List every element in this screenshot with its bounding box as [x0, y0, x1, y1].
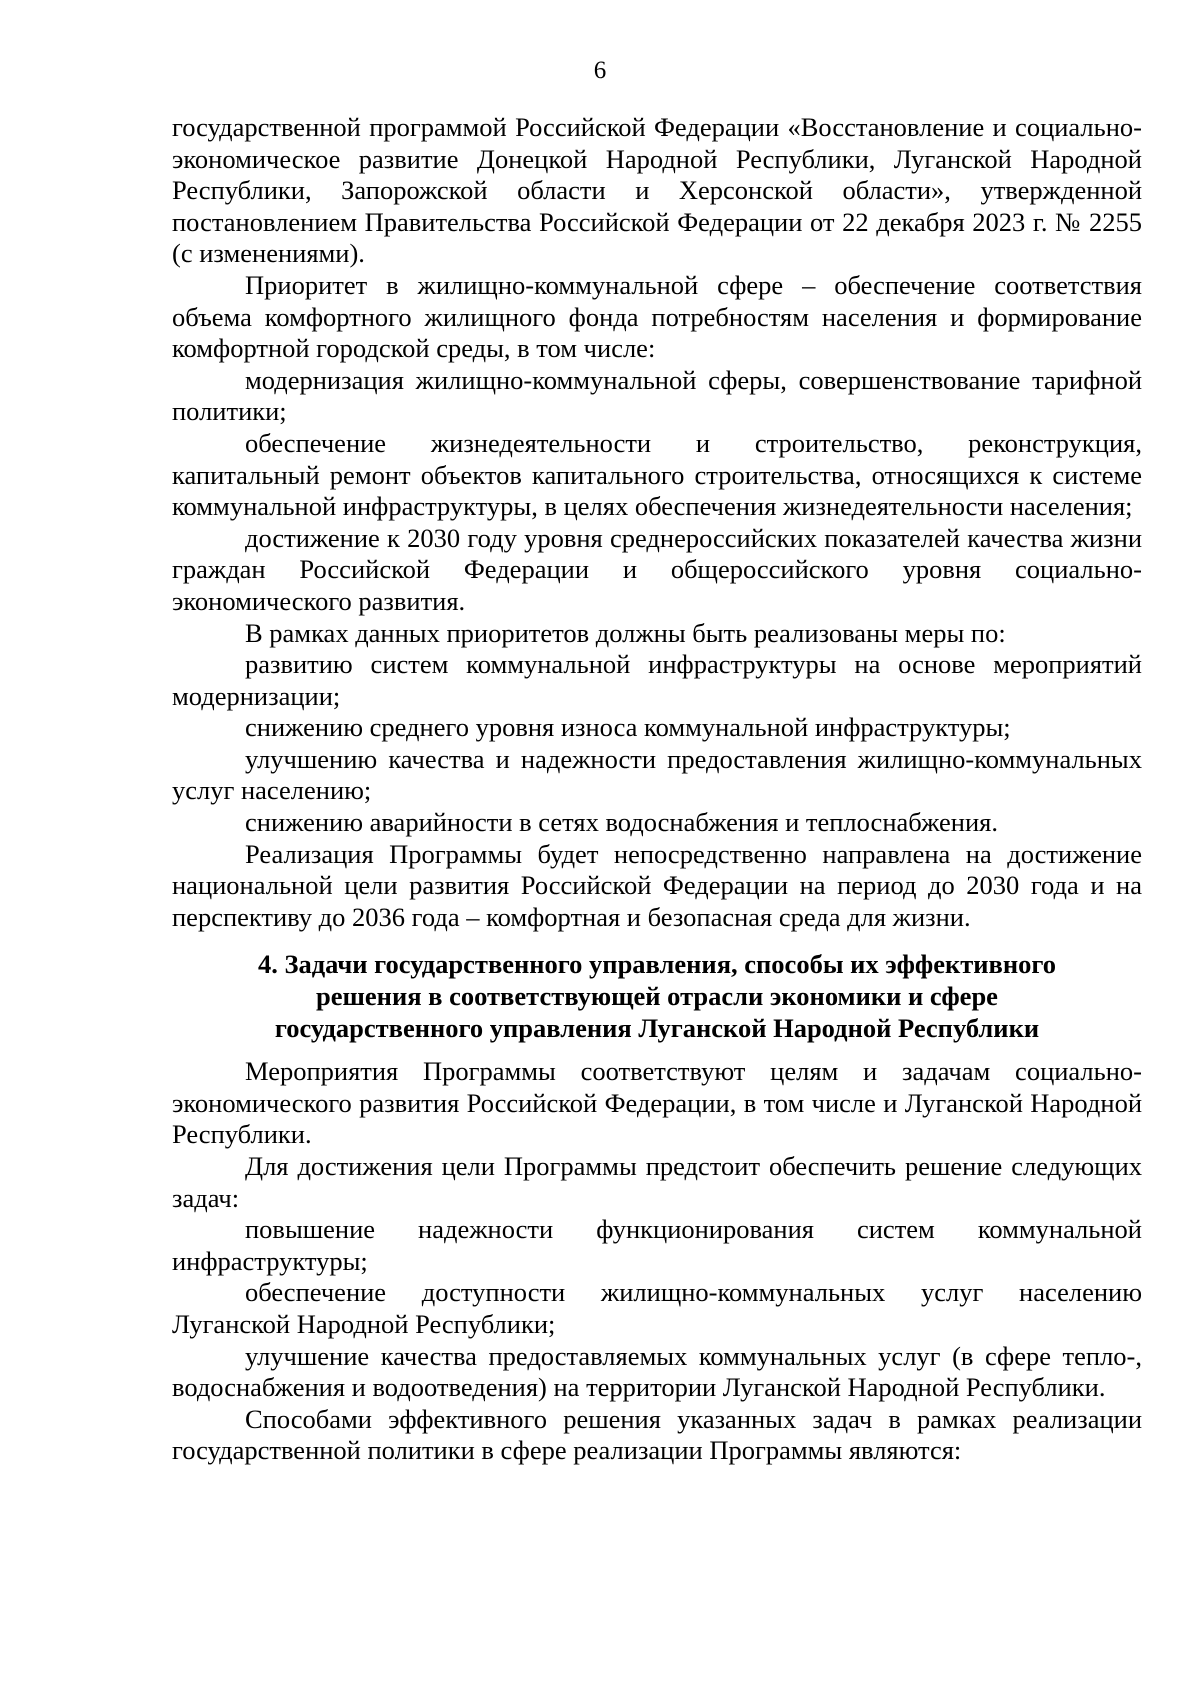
- list-item-service-quality: улучшению качества и надежности предоставления жилищно-коммунальных услуг населению;: [172, 743, 1142, 806]
- page-number: 6: [593, 57, 607, 84]
- section-heading-line: государственного управления Луганской Народной Республики: [274, 1012, 1040, 1043]
- list-item-modernization: модернизация жилищно-коммунальной сферы, совершенствование тарифной политики;: [172, 364, 1142, 427]
- paragraph-program-reference: государственной программой Российской Федерации «Восстановление и социально-экономическое развитие Донецкой Народной Республики, Луганской Народной Республики, Запорожской области и Херсонской области», утвержденной постановлением Правительства Российской Федерации от 22 декабря 2023 г. № 2255 (с изменениями).: [172, 112, 1142, 269]
- list-item-accessibility: обеспечение доступности жилищно-коммунальных услуг населению Луганской Народной Республики;: [172, 1277, 1142, 1339]
- paragraph-methods-intro: Способами эффективного решения указанных задач в рамках реализации государственной политики в сфере реализации Программы являются:: [172, 1403, 1142, 1466]
- list-item-accident-reduction: снижению аварийности в сетях водоснабжения и теплоснабжения.: [245, 807, 998, 838]
- paragraph-measures-intro: В рамках данных приоритетов должны быть реализованы меры по:: [245, 617, 1006, 648]
- paragraph-program-goals: Мероприятия Программы соответствуют целям и задачам социально-экономического развития Российской Федерации, в том числе и Луганской Народной Республики.: [172, 1056, 1142, 1150]
- list-item-2030-goal: достижение к 2030 году уровня среднероссийских показателей качества жизни граждан Российской Федерации и общероссийского уровня социально-экономического развития.: [172, 522, 1142, 616]
- section-heading-line: решения в соответствующей отрасли экономики и сфере: [316, 981, 998, 1012]
- paragraph-national-goal: Реализация Программы будет непосредственно направлена на достижение национальной цели развития Российской Федерации на период до 2030 года и на перспективу до 2036 года – комфортная и безопасная среда для жизни.: [172, 838, 1142, 932]
- section-heading: [172, 949, 1142, 1044]
- paragraph-tasks-intro: Для достижения цели Программы предстоит обеспечить решение следующих задач:: [172, 1151, 1142, 1213]
- paragraph-housing-priority: Приоритет в жилищно-коммунальной сфере – обеспечение соответствия объема комфортного жилищного фонда потребностям населения и формирование комфортной городской среды, в том числе:: [172, 269, 1142, 364]
- list-item-reliability: повышение надежности функционирования систем коммунальной инфраструктуры;: [172, 1214, 1142, 1276]
- document-body: [172, 112, 1142, 1467]
- list-item-wear-reduction: снижению среднего уровня износа коммунальной инфраструктуры;: [245, 712, 1011, 743]
- list-item-quality-improvement: улучшение качества предоставляемых коммунальных услуг (в сфере тепло-, водоснабжения и водоотведения) на территории Луганской Народной Республики.: [172, 1340, 1142, 1403]
- list-item-life-support: обеспечение жизнедеятельности и строительство, реконструкция, капитальный ремонт объектов капитального строительства, относящихся к системе коммунальной инфраструктуры, в целях обеспечения жизнедеятельности населения;: [172, 427, 1142, 522]
- section-heading-line: 4. Задачи государственного управления, способы их эффективного: [257, 949, 1057, 980]
- list-item-infrastructure-development: развитию систем коммунальной инфраструктуры на основе мероприятий модернизации;: [172, 649, 1142, 711]
